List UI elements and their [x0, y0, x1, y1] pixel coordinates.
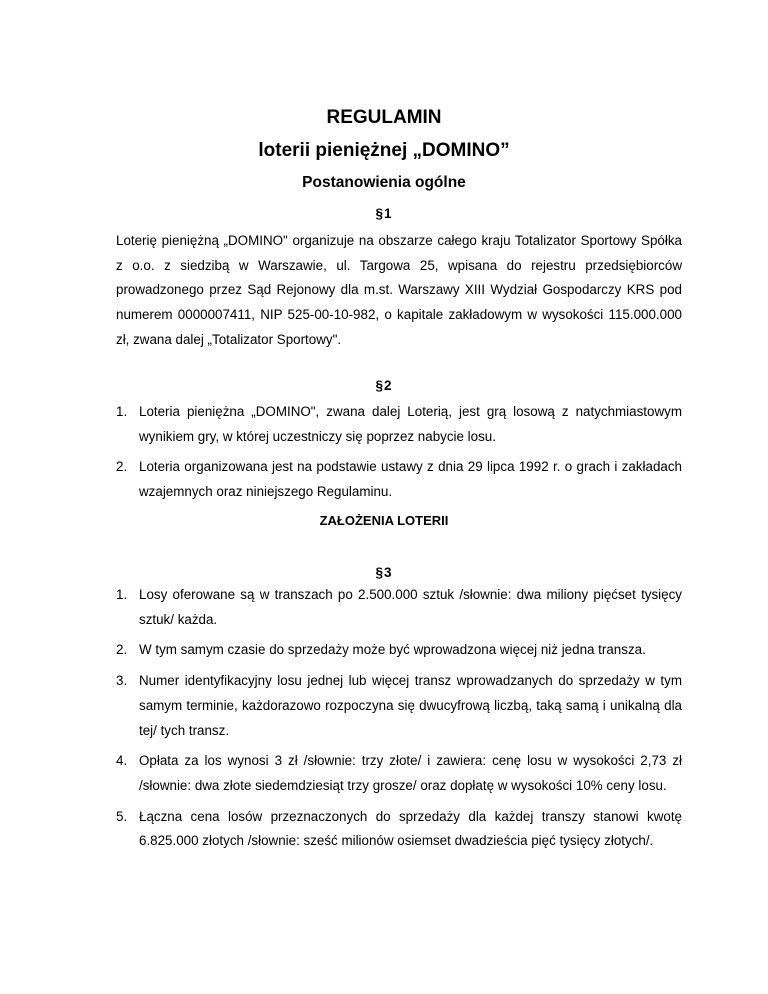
- list-item-text: Loteria organizowana jest na podstawie ustawy z dnia 29 lipca 1992 r. o grach i zakładach wzajemnych oraz niniejszego Regulaminu.: [139, 459, 682, 500]
- paragraph-2-list: [116, 400, 682, 511]
- list-item: [116, 669, 682, 743]
- list-item-number: 1.: [116, 404, 128, 419]
- paragraph-label-2: §2: [375, 378, 393, 393]
- list-item: [116, 638, 682, 663]
- list-item-text: Loteria pieniężna „DOMINO", zwana dalej Loterią, jest grą losową z natychmiastowym wynikiem gry, w której uczestniczy się poprzez nabycie losu.: [139, 404, 682, 444]
- document-subtitle: loterii pieniężnej „DOMINO”: [258, 140, 510, 161]
- list-item-text: W tym samym czasie do sprzedaży może być wprowadzona więcej niż jedna transza.: [139, 642, 646, 658]
- list-item: [116, 583, 682, 632]
- paragraph-label-1: §1: [375, 206, 393, 221]
- list-item-number: 2.: [116, 459, 128, 475]
- list-item: [116, 805, 682, 854]
- list-item: [116, 400, 682, 449]
- section-heading-assumptions: ZAŁOŻENIA LOTERII: [319, 513, 449, 528]
- list-item-number: 4.: [116, 753, 128, 769]
- document-title: REGULAMIN: [326, 107, 442, 128]
- list-item-number: 1.: [116, 587, 128, 602]
- list-item-text: Łączna cena losów przeznaczonych do sprzedaży dla każdej transzy stanowi kwotę 6.825.000 złotych /słownie: sześć milionów osiemset dwadzieścia pięć tysięcy złotych/.: [139, 808, 682, 849]
- section-heading-general: Postanowienia ogólne: [302, 174, 466, 191]
- list-item-text: Losy oferowane są w transzach po 2.500.000 sztuk /słownie: dwa miliony pięćset tysięcy sztuk/ każda.: [139, 587, 682, 627]
- list-item: [116, 749, 682, 798]
- list-item: [116, 455, 682, 504]
- paragraph-1-text: Loterię pieniężną „DOMINO" organizuje na obszarze całego kraju Totalizator Sportowy Spółka z o.o. z siedzibą w Warszawie, ul. Targowa 25, wpisana do rejestru przedsiębiorców prowadzonego przez Sąd Rejonowy dla m.st. Warszawy XIII Wydział Gospodarczy KRS pod numerem 0000007411, NIP 525-00-10-982, o kapitale zakładowym w wysokości 115.000.000 zł, zwana dalej „Totalizator Sportowy".: [116, 233, 682, 347]
- list-item-number: 3.: [116, 673, 128, 689]
- paragraph-3-list: [116, 583, 682, 860]
- list-item-text: Numer identyfikacyjny losu jednej lub więcej transz wprowadzanych do sprzedaży w tym samym terminie, każdorazowo rozpoczyna się dwucyfrową liczbą, taką samą i unikalną dla tej/ tych transz.: [139, 673, 682, 738]
- list-item-text: Opłata za los wynosi 3 zł /słownie: trzy złote/ i zawiera: cenę losu w wysokości 2,73 zł /słownie: dwa złote siedemdziesiąt trzy grosze/ oraz dopłatę w wysokości 10% ceny losu.: [139, 753, 682, 793]
- paragraph-label-3: §3: [375, 565, 393, 580]
- list-item-number: 5.: [116, 808, 128, 824]
- list-item-number: 2.: [116, 642, 128, 658]
